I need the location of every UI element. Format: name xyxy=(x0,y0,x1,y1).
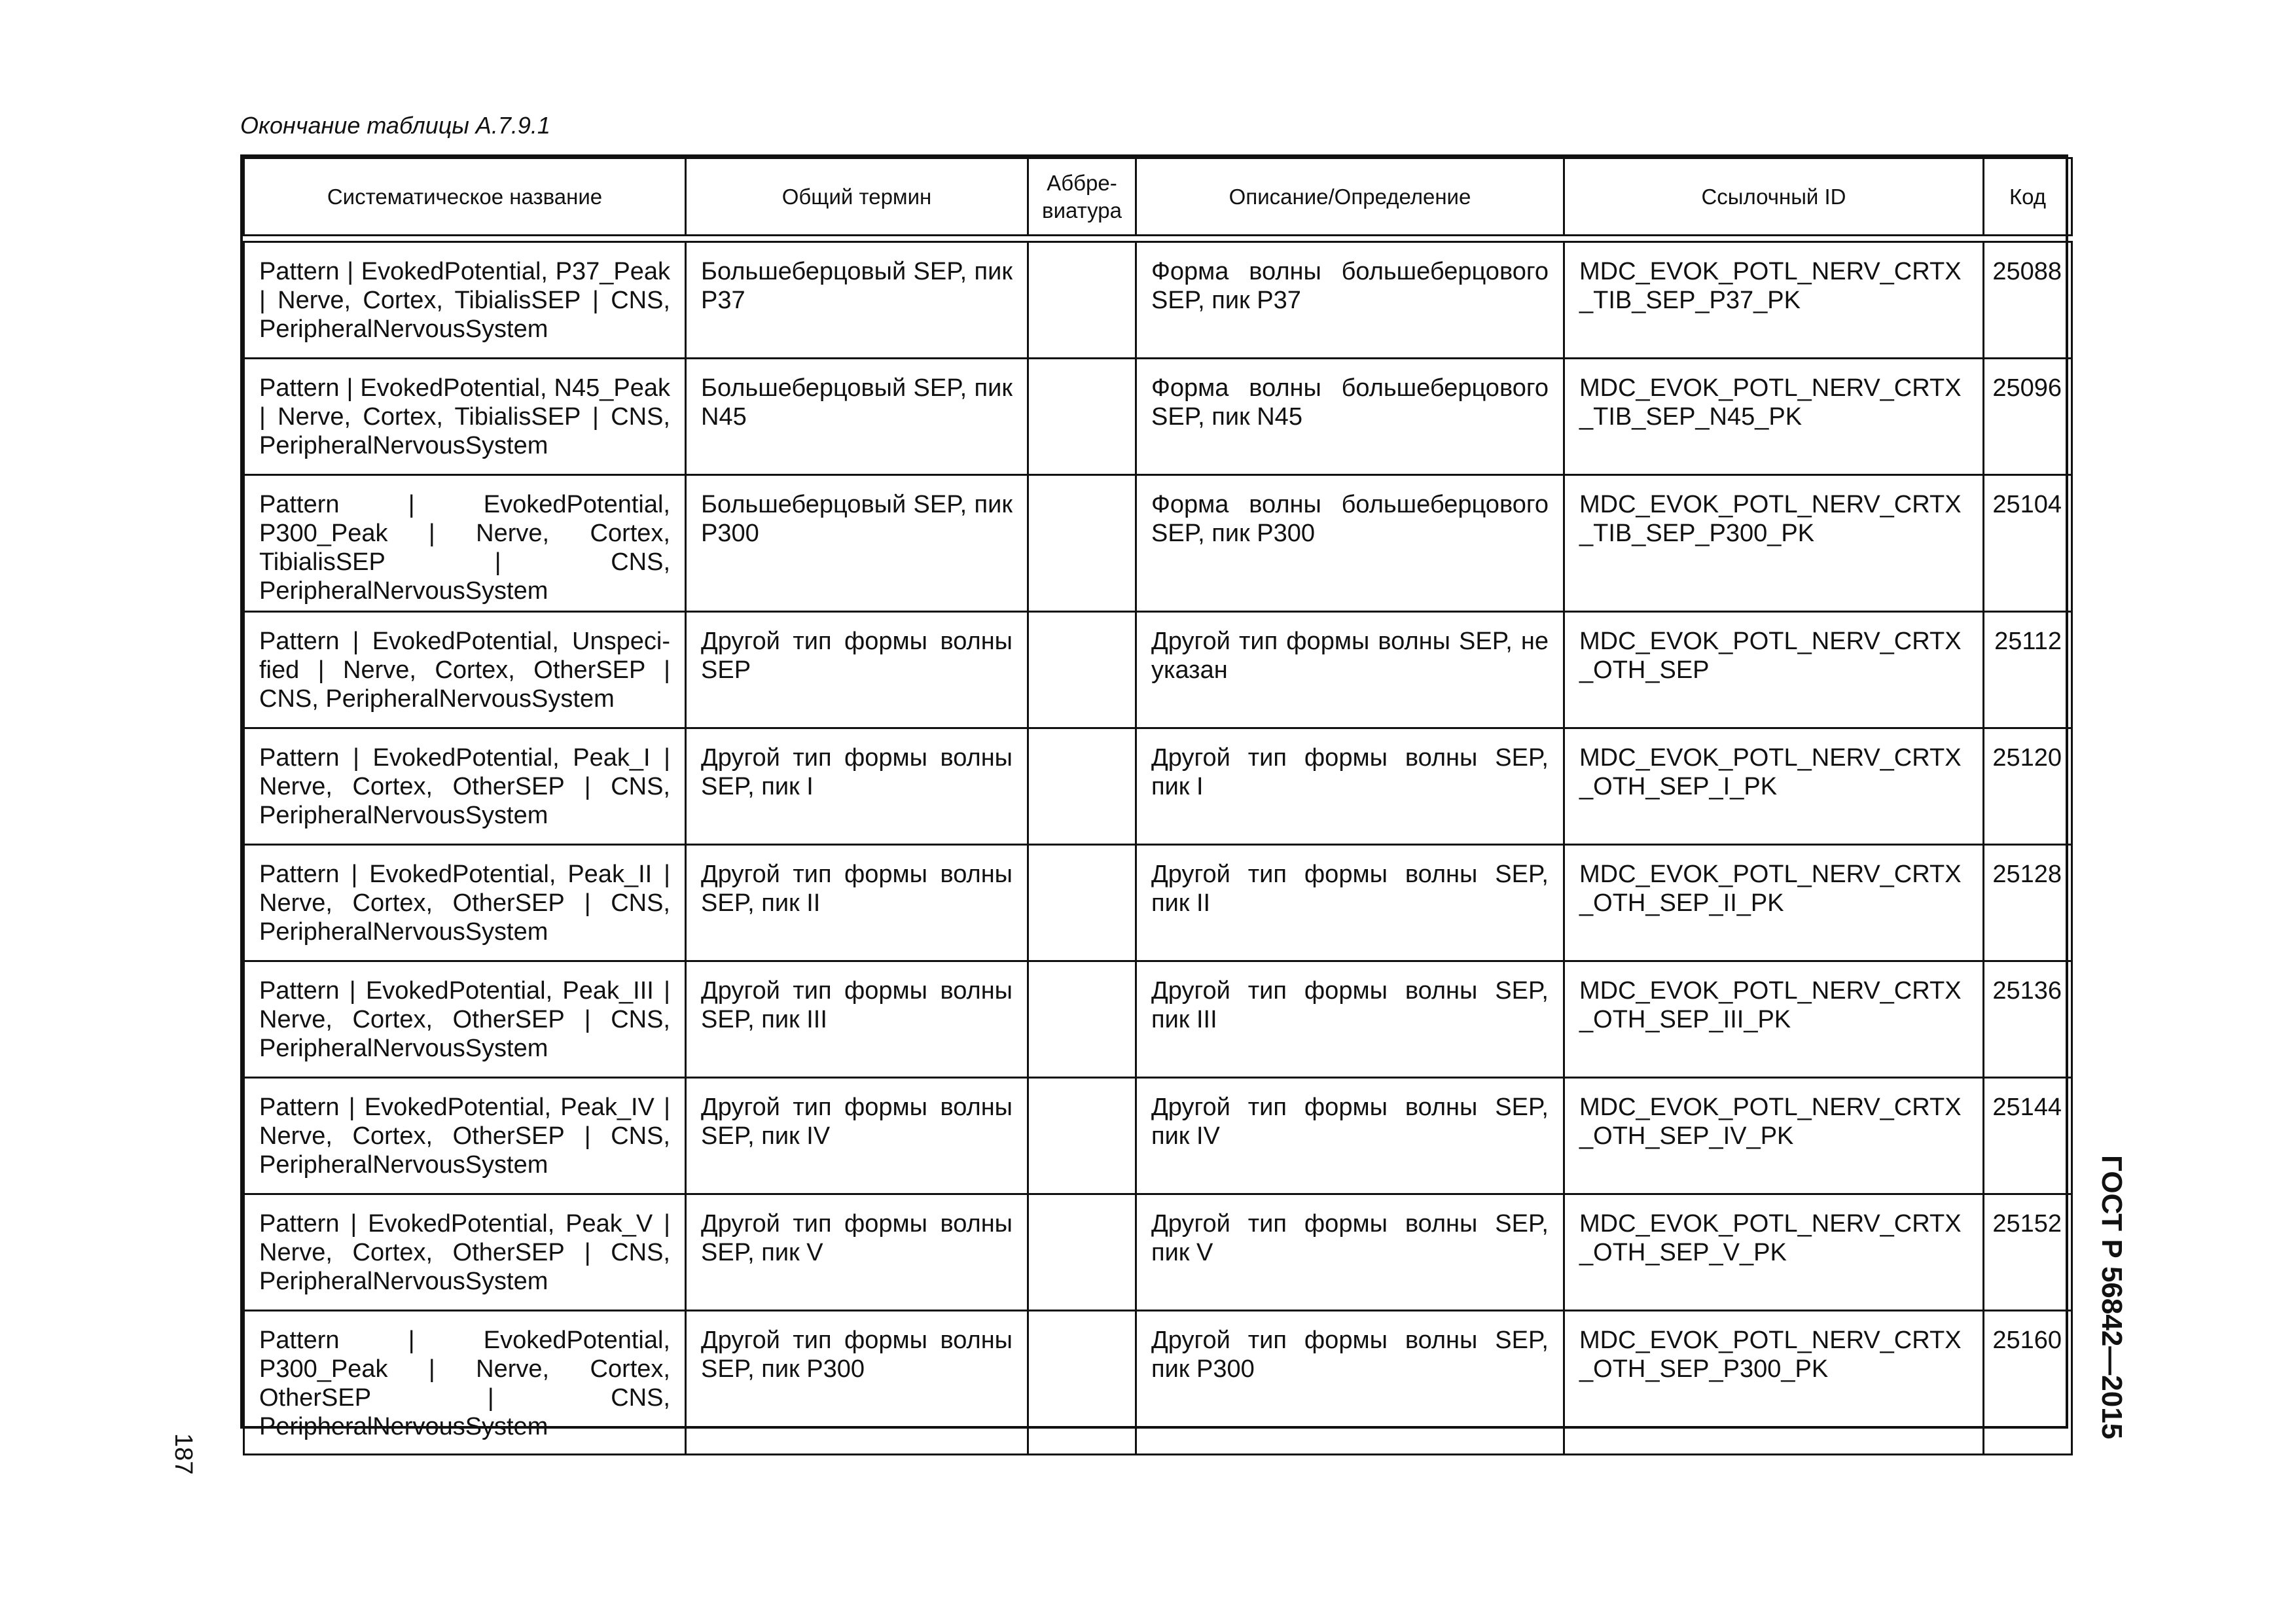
cell-code: 25152 xyxy=(1984,1194,2072,1311)
cell-ref-id: MDC_EVOK_POTL_NERV_CRTX_OTH_SEP_I_PK xyxy=(1564,728,1984,845)
header-abbreviation-line2: виатура xyxy=(1042,198,1122,223)
cell-systematic-name: Pattern | EvokedPotential, Peak_III | Nerve, Cortex, OtherSEP | CNS, PeripheralNervousSystem xyxy=(244,961,686,1078)
header-ref-id: Ссылочный ID xyxy=(1564,158,1984,236)
cell-abbreviation xyxy=(1028,612,1136,728)
header-description: Описание/Определение xyxy=(1136,158,1564,236)
cell-common-term: Другой тип формы волны SEP, пик III xyxy=(686,961,1028,1078)
cell-code: 25128 xyxy=(1984,845,2072,961)
cell-systematic-name: Pattern | EvokedPotential, N45_Peak | Nerve, Cortex, TibialisSEP | CNS, PeripheralNervousSystem xyxy=(244,359,686,475)
cell-common-term: Другой тип формы волны SEP xyxy=(686,612,1028,728)
cell-description: Форма волны большеберцового SEP, пик P300 xyxy=(1136,475,1564,612)
cell-description: Другой тип формы волны SEP, пик III xyxy=(1136,961,1564,1078)
cell-common-term: Другой тип формы волны SEP, пик IV xyxy=(686,1078,1028,1194)
table-row xyxy=(244,242,2072,359)
cell-description: Другой тип формы волны SEP, пик P300 xyxy=(1136,1311,1564,1455)
cell-ref-id: MDC_EVOK_POTL_NERV_CRTX_OTH_SEP_II_PK xyxy=(1564,845,1984,961)
cell-description: Форма волны большеберцового SEP, пик P37 xyxy=(1136,242,1564,359)
table-row xyxy=(244,845,2072,961)
table-row xyxy=(244,475,2072,612)
cell-systematic-name: Pattern | EvokedPotential, Peak_V | Nerve, Cortex, OtherSEP | CNS, PeripheralNervousSystem xyxy=(244,1194,686,1311)
cell-code: 25120 xyxy=(1984,728,2072,845)
cell-common-term: Большеберцовый SEP, пик N45 xyxy=(686,359,1028,475)
cell-code: 25112 xyxy=(1984,612,2072,728)
table-row xyxy=(244,359,2072,475)
table-row xyxy=(244,1194,2072,1311)
cell-ref-id: MDC_EVOK_POTL_NERV_CRTX_TIB_SEP_P300_PK xyxy=(1564,475,1984,612)
cell-description: Другой тип формы волны SEP, пик I xyxy=(1136,728,1564,845)
cell-abbreviation xyxy=(1028,1078,1136,1194)
data-table-container xyxy=(240,154,2068,1440)
cell-description: Другой тип формы волны SEP, пик IV xyxy=(1136,1078,1564,1194)
cell-code: 25096 xyxy=(1984,359,2072,475)
header-abbreviation xyxy=(1028,158,1136,236)
header-separator xyxy=(244,236,2072,242)
table-caption: Окончание таблицы А.7.9.1 xyxy=(240,112,550,139)
cell-common-term: Большеберцовый SEP, пик P37 xyxy=(686,242,1028,359)
cell-common-term: Другой тип формы волны SEP, пик P300 xyxy=(686,1311,1028,1455)
header-separator-cell xyxy=(244,236,2072,242)
header-common-term: Общий термин xyxy=(686,158,1028,236)
cell-description: Другой тип формы волны SEP, не указан xyxy=(1136,612,1564,728)
cell-ref-id: MDC_EVOK_POTL_NERV_CRTX_TIB_SEP_N45_PK xyxy=(1564,359,1984,475)
cell-description: Другой тип формы волны SEP, пик II xyxy=(1136,845,1564,961)
cell-abbreviation xyxy=(1028,242,1136,359)
header-abbreviation-line1: Аббре- xyxy=(1047,170,1117,195)
table-row xyxy=(244,1078,2072,1194)
cell-ref-id: MDC_EVOK_POTL_NERV_CRTX_OTH_SEP_P300_PK xyxy=(1564,1311,1984,1455)
table-row xyxy=(244,1311,2072,1455)
header-systematic-name: Систематическое название xyxy=(244,158,686,236)
cell-code: 25136 xyxy=(1984,961,2072,1078)
table-header-row xyxy=(244,158,2072,236)
cell-abbreviation xyxy=(1028,359,1136,475)
cell-systematic-name: Pattern | EvokedPotential, Peak_II | Nerve, Cortex, OtherSEP | CNS, PeripheralNervousSystem xyxy=(244,845,686,961)
cell-description: Форма волны большеберцового SEP, пик N45 xyxy=(1136,359,1564,475)
cell-ref-id: MDC_EVOK_POTL_NERV_CRTX_TIB_SEP_P37_PK xyxy=(1564,242,1984,359)
table-body xyxy=(244,236,2072,1455)
table-row xyxy=(244,728,2072,845)
document-standard-title: ГОСТ Р 56842—2015 xyxy=(2096,1155,2128,1440)
cell-common-term: Другой тип формы волны SEP, пик I xyxy=(686,728,1028,845)
cell-code: 25104 xyxy=(1984,475,2072,612)
cell-abbreviation xyxy=(1028,1194,1136,1311)
cell-abbreviation xyxy=(1028,475,1136,612)
cell-systematic-name: Pattern | EvokedPotential, P300_Peak | Nerve, Cortex, OtherSEP | CNS, PeripheralNervousSystem xyxy=(244,1311,686,1455)
cell-systematic-name: Pattern | EvokedPotential, Peak_I | Nerve, Cortex, OtherSEP | CNS, PeripheralNervousSystem xyxy=(244,728,686,845)
cell-common-term: Большеберцовый SEP, пик P300 xyxy=(686,475,1028,612)
cell-code: 25160 xyxy=(1984,1311,2072,1455)
cell-description: Другой тип формы волны SEP, пик V xyxy=(1136,1194,1564,1311)
cell-code: 25088 xyxy=(1984,242,2072,359)
cell-ref-id: MDC_EVOK_POTL_NERV_CRTX_OTH_SEP_III_PK xyxy=(1564,961,1984,1078)
cell-systematic-name: Pattern | EvokedPotential, Unspeci-fied | Nerve, Cortex, OtherSEP | CNS, PeripheralNervousSystem xyxy=(244,612,686,728)
cell-code: 25144 xyxy=(1984,1078,2072,1194)
cell-abbreviation xyxy=(1028,961,1136,1078)
cell-systematic-name: Pattern | EvokedPotential, Peak_IV | Nerve, Cortex, OtherSEP | CNS, PeripheralNervousSystem xyxy=(244,1078,686,1194)
header-code: Код xyxy=(1984,158,2072,236)
cell-ref-id: MDC_EVOK_POTL_NERV_CRTX_OTH_SEP_V_PK xyxy=(1564,1194,1984,1311)
cell-abbreviation xyxy=(1028,845,1136,961)
cell-common-term: Другой тип формы волны SEP, пик V xyxy=(686,1194,1028,1311)
table-row xyxy=(244,612,2072,728)
cell-systematic-name: Pattern | EvokedPotential, P37_Peak | Nerve, Cortex, TibialisSEP | CNS, PeripheralNervousSystem xyxy=(244,242,686,359)
cell-systematic-name: Pattern | EvokedPotential, P300_Peak | Nerve, Cortex, TibialisSEP | CNS, PeripheralNervousSystem xyxy=(244,475,686,612)
cell-abbreviation xyxy=(1028,728,1136,845)
data-table xyxy=(243,157,2073,1455)
cell-common-term: Другой тип формы волны SEP, пик II xyxy=(686,845,1028,961)
cell-abbreviation xyxy=(1028,1311,1136,1455)
table-row xyxy=(244,961,2072,1078)
cell-ref-id: MDC_EVOK_POTL_NERV_CRTX_OTH_SEP_IV_PK xyxy=(1564,1078,1984,1194)
cell-ref-id: MDC_EVOK_POTL_NERV_CRTX_OTH_SEP xyxy=(1564,612,1984,728)
page-number: 187 xyxy=(170,1433,197,1475)
